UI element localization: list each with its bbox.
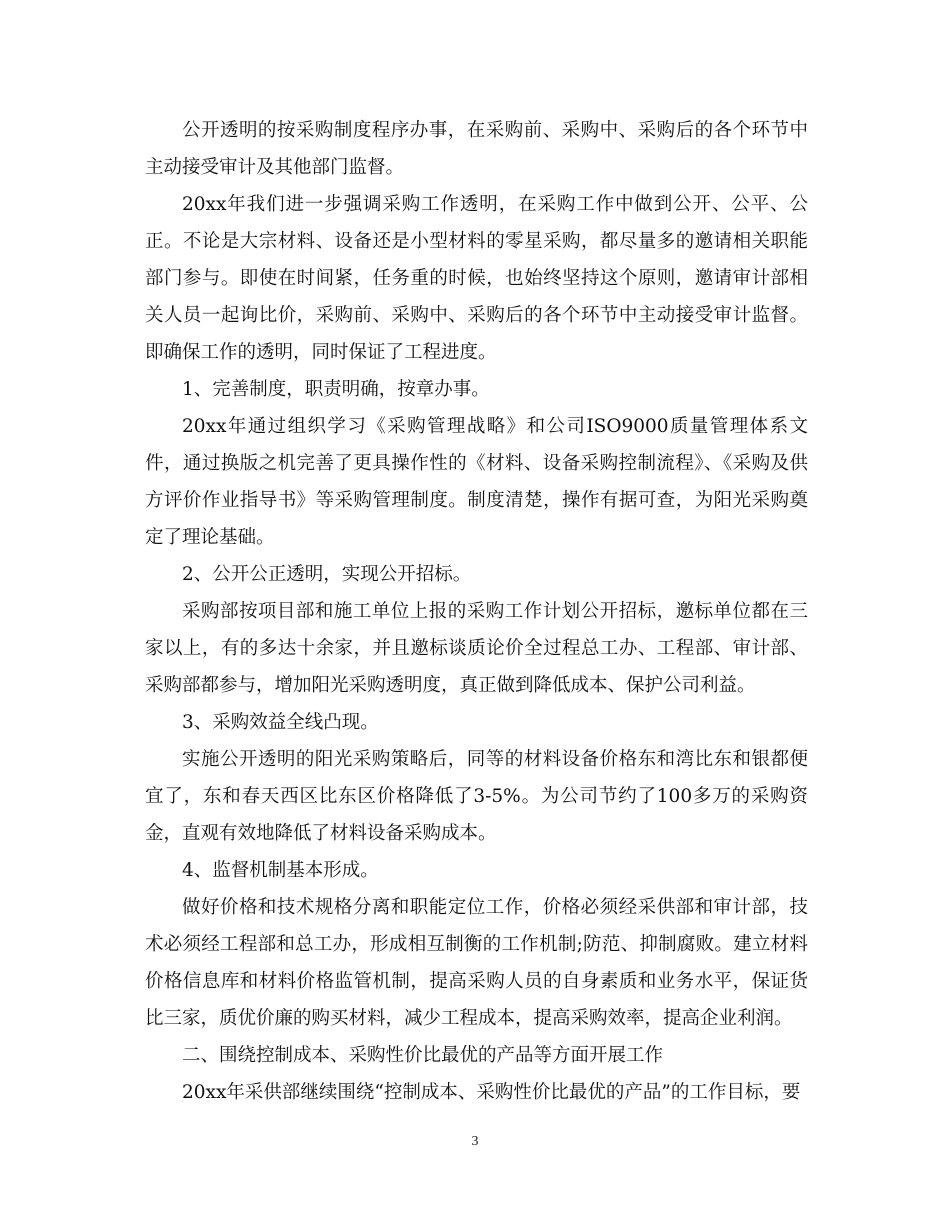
heading-2: 2、公开公正透明，实现公开招标。 bbox=[182, 564, 472, 585]
heading-1: 1、完善制度，职责明确，按章办事。 bbox=[182, 379, 490, 400]
body-text bbox=[145, 112, 808, 1111]
paragraph-4: 采购部按项目部和施工单位上报的采购工作计划公开招标，邀标单位都在三家以上，有的多达十余家，并且邀标谈质论价全过程总工办、工程部、审计部、采购部都参与，增加阳光采购透明度，真正做到降低成本、保护公司利益。 bbox=[145, 601, 808, 696]
section-heading: 二、围绕控制成本、采购性价比最优的产品等方面开展工作 bbox=[182, 1045, 664, 1066]
paragraph-2: 20xx年我们进一步强调采购工作透明，在采购工作中做到公开、公平、公正。不论是大宗材料、设备还是小型材料的零星采购，都尽量多的邀请相关职能部门参与。即使在时间紧，任务重的时候，也始终坚持这个原则，邀请审计部相关人员一起询比价，采购前、采购中、采购后的各个环节中主动接受审计监督。即确保工作的透明，同时保证了工程进度。 bbox=[145, 194, 808, 363]
heading-3: 3、采购效益全线凸现。 bbox=[182, 712, 379, 733]
paragraph-3: 20xx年通过组织学习《采购管理战略》和公司ISO9000质量管理体系文件，通过换版之机完善了更具操作性的《材料、设备采购控制流程》、《采购及供方评价作业指导书》等采购管理制度。制度清楚，操作有据可查，为阳光采购奠定了理论基础。 bbox=[145, 416, 808, 548]
paragraph-5: 实施公开透明的阳光采购策略后，同等的材料设备价格东和湾比东和银都便宜了，东和春天西区比东区价格降低了3-5%。为公司节约了100多万的采购资金，直观有效地降低了材料设备采购成本。 bbox=[145, 749, 808, 844]
paragraph-7: 20xx年采供部继续围绕“控制成本、采购性价比最优的产品”的工作目标，要 bbox=[182, 1082, 801, 1103]
paragraph-1: 公开透明的按采购制度程序办事，在采购前、采购中、采购后的各个环节中主动接受审计及其他部门监督。 bbox=[145, 120, 808, 178]
page-number: 3 bbox=[471, 1134, 479, 1149]
heading-4: 4、监督机制基本形成。 bbox=[182, 860, 379, 881]
paragraph-6: 做好价格和技术规格分离和职能定位工作，价格必须经采供部和审计部，技术必须经工程部和总工办，形成相互制衡的工作机制;防范、抑制腐败。建立材料价格信息库和材料价格监管机制，提高采购人员的自身素质和业务水平，保证货比三家，质优价廉的购买材料，减少工程成本，提高采购效率，提高企业利润。 bbox=[145, 897, 808, 1029]
